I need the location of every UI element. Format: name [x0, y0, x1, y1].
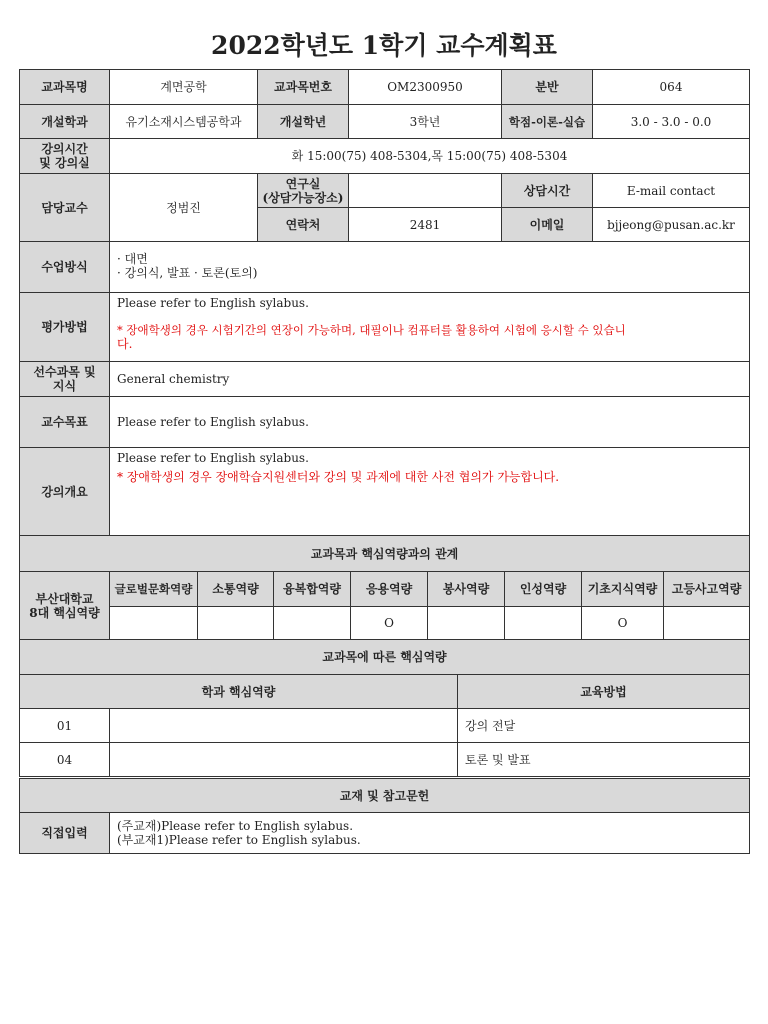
competency-mark — [505, 607, 582, 640]
prereq-label-line1: 선수과목 및 — [33, 365, 96, 379]
competency-table — [19, 535, 750, 640]
prereq-label — [20, 362, 110, 397]
competency-header: 글로벌문화역량 — [110, 572, 198, 607]
dept-competency-section-title: 교과목에 따른 핵심역량 — [20, 640, 750, 675]
office-label-line2: (상담가능장소) — [262, 190, 344, 205]
competency-mark — [110, 607, 198, 640]
competency-mark — [274, 607, 351, 640]
year-label: 개설학년 — [258, 105, 349, 139]
evaluation-label: 평가방법 — [20, 293, 110, 362]
competency-row-label — [20, 572, 110, 640]
prereq-label-line2: 지식 — [52, 379, 77, 393]
competency-row-label-line2: 8대 핵심역량 — [29, 605, 100, 620]
competency-header: 기초지식역량 — [582, 572, 664, 607]
time-value: 화 15:00(75) 408-5304,목 15:00(75) 408-5304 — [110, 139, 750, 174]
office-label-line1: 연구실 — [285, 176, 321, 191]
competency-header: 고등사고역량 — [664, 572, 750, 607]
overview-label: 강의개요 — [20, 448, 110, 536]
competency-header: 소통역량 — [198, 572, 274, 607]
method-line1: · 대면 — [117, 252, 148, 266]
overview-value — [110, 448, 750, 536]
credit-label: 학점-이론-실습 — [502, 105, 593, 139]
competency-header: 봉사역량 — [428, 572, 505, 607]
competency-row-label-line1: 부산대학교 — [35, 591, 94, 606]
consult-label: 상담시간 — [502, 174, 593, 208]
email-label: 이메일 — [502, 208, 593, 242]
section-label: 분반 — [502, 70, 593, 105]
competency-mark: O — [582, 607, 664, 640]
professor-label: 담당교수 — [20, 174, 110, 242]
competency-header: 인성역량 — [505, 572, 582, 607]
table-row — [20, 743, 750, 777]
page-title: 2022학년도 1학기 교수계획표 — [211, 31, 557, 60]
contact-label: 연락처 — [258, 208, 349, 242]
textbook-label: 직접입력 — [20, 813, 110, 854]
time-label-line1: 강의시간 — [41, 142, 88, 156]
education-method: 강의 전달 — [458, 709, 750, 743]
competency-mark: O — [351, 607, 428, 640]
time-label — [20, 139, 110, 174]
dept-competency-table — [19, 639, 750, 777]
office-value — [349, 174, 502, 208]
office-label — [258, 174, 349, 208]
education-method: 토론 및 발표 — [458, 743, 750, 777]
textbook-main: (주교재)Please refer to English sylabus. — [117, 819, 354, 833]
competency-section-title: 교과목과 핵심역량과의 관계 — [20, 536, 750, 572]
section-value: 064 — [593, 70, 750, 105]
textbook-table — [19, 778, 750, 854]
dept-label: 개설학과 — [20, 105, 110, 139]
table-row — [20, 709, 750, 743]
competency-mark — [198, 607, 274, 640]
course-name-value: 계면공학 — [110, 70, 258, 105]
course-no-value: OM2300950 — [349, 70, 502, 105]
competency-desc — [110, 743, 458, 777]
course-name-label: 교과목명 — [20, 70, 110, 105]
textbook-section-title: 교재 및 참고문헌 — [20, 779, 750, 813]
year-value: 3학년 — [349, 105, 502, 139]
overview-note: * 장애학생의 경우 장애학습지원센터와 강의 및 과제에 대한 사전 협의가 가능합니다. — [117, 470, 560, 484]
competency-mark — [428, 607, 505, 640]
goal-value: Please refer to English sylabus. — [110, 397, 750, 448]
credit-value: 3.0 - 3.0 - 0.0 — [593, 105, 750, 139]
consult-value: E-mail contact — [593, 174, 750, 208]
textbook-sub: (부교재1)Please refer to English sylabus. — [117, 833, 361, 847]
evaluation-note-line2: 다. — [117, 337, 133, 351]
method-label: 수업방식 — [20, 242, 110, 293]
course-description-table — [19, 241, 750, 536]
basic-info-table — [19, 69, 750, 242]
email-value: bjjeong@pusan.ac.kr — [593, 208, 750, 242]
competency-header: 응용역량 — [351, 572, 428, 607]
prereq-value: General chemistry — [110, 362, 750, 397]
method-value — [110, 242, 750, 293]
competency-header: 융복합역량 — [274, 572, 351, 607]
overview-text: Please refer to English sylabus. — [117, 451, 309, 465]
method-line2: · 강의식, 발표 · 토론(토의) — [117, 266, 258, 280]
evaluation-text: Please refer to English sylabus. — [117, 296, 309, 310]
course-no-label: 교과목번호 — [258, 70, 349, 105]
competency-code: 04 — [20, 743, 110, 777]
professor-value: 정범진 — [110, 174, 258, 242]
evaluation-value — [110, 293, 750, 362]
textbook-value — [110, 813, 750, 854]
competency-mark — [664, 607, 750, 640]
dept-competency-col1: 학과 핵심역량 — [20, 675, 458, 709]
dept-value: 유기소재시스템공학과 — [110, 105, 258, 139]
contact-value: 2481 — [349, 208, 502, 242]
goal-label: 교수목표 — [20, 397, 110, 448]
time-label-line2: 및 강의실 — [39, 156, 90, 170]
dept-competency-col2: 교육방법 — [458, 675, 750, 709]
evaluation-note-line1: * 장애학생의 경우 시험기간의 연장이 가능하며, 대필이나 컴퓨터를 활용하여 시험에 응시할 수 있습니 — [117, 323, 626, 337]
competency-code: 01 — [20, 709, 110, 743]
competency-desc — [110, 709, 458, 743]
